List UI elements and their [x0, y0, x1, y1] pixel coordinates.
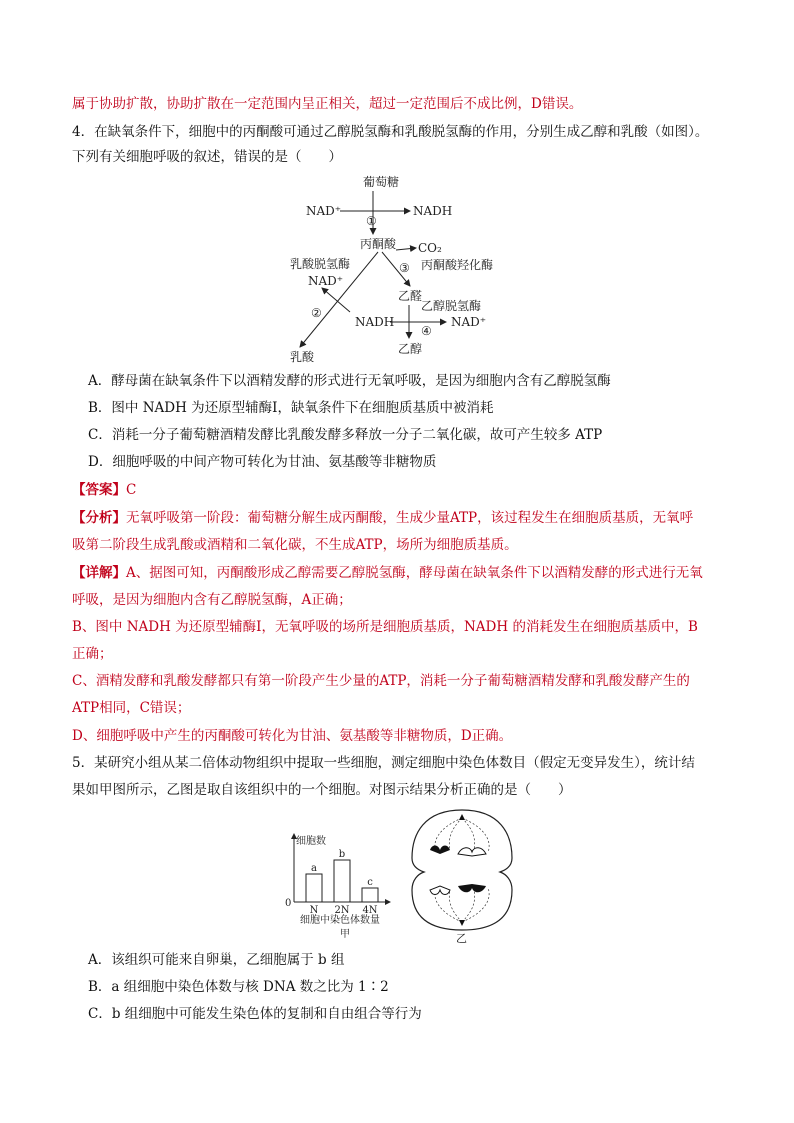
analysis-tag: 【分析】: [72, 510, 126, 526]
q4-stem-line2: 下列有关细胞呼吸的叙述，错误的是（ ）: [72, 149, 342, 165]
respiration-pathway-diagram: [280, 172, 520, 368]
upper-centriole: [459, 814, 465, 820]
q4-analysis-line2: 吸第二阶段生成乳酸或酒精和二氧化碳，不生成ATP，场所为细胞质基质。: [72, 537, 518, 553]
q4-detail-line7: D、细胞呼吸中产生的丙酮酸可转化为甘油、氨基酸等非糖物质，D正确。: [72, 728, 513, 744]
lower-centriole: [459, 920, 465, 926]
chart-x-label: 细胞中染色体数量: [300, 915, 380, 926]
chart-y-title: 细胞数: [296, 836, 326, 847]
q4-detail-line6: ATP相同，C错误；: [72, 700, 191, 716]
bar-label-c: c: [367, 877, 373, 888]
label-lactate: 乳酸: [290, 350, 315, 364]
x-tick-4N: 4N: [362, 905, 378, 916]
q4-option-d: D．细胞呼吸的中间产物可转化为甘油、氨基酸等非糖物质: [88, 454, 437, 470]
label-lactate-dh: 乳酸脱氢酶: [290, 257, 351, 271]
answer-tag: 【答案】: [72, 482, 126, 498]
answer-value: C: [126, 482, 137, 498]
q3-explanation-tail: 属于协助扩散，协助扩散在一定范围内呈正相关，超过一定范围后不成比例，D错误。: [72, 96, 583, 112]
cell-membrane: [412, 810, 512, 930]
q5-option-b: B．a 组细胞中染色体数与核 DNA 数之比为 1∶2: [88, 979, 389, 995]
lower-chromosomes: [430, 884, 486, 895]
bar-label-b: b: [338, 849, 346, 860]
q5-stem-line1: 5．某研究小组从某二倍体动物组织中提取一些细胞，测定细胞中染色体数目（假定无变异发生），统计结: [72, 755, 695, 771]
q4-detail-line4: 正确；: [72, 646, 113, 662]
q5-stem-line2: 果如甲图所示，乙图是取自该组织中的一个细胞。对图示结果分析正确的是（ ）: [72, 782, 572, 798]
q4-answer: [72, 480, 732, 500]
bar-N: [306, 874, 322, 902]
q4-option-b: B．图中 NADH 为还原型辅酶Ⅰ，缺氧条件下在细胞质基质中被消耗: [88, 400, 494, 416]
label-step2: ②: [311, 306, 322, 320]
label-pyruvate-hydroxylase: 丙酮酸羟化酶: [421, 258, 494, 272]
chart-caption: 甲: [340, 929, 350, 940]
chart-origin: 0: [285, 898, 292, 909]
chromosome-count-bar-chart: [282, 828, 394, 942]
analysis-text1: 无氧呼吸第一阶段：葡萄糖分解生成丙酮酸，生成少量ATP，该过程发生在细胞质基质，无氧呼: [126, 510, 694, 526]
x-tick-2N: 2N: [334, 905, 350, 916]
label-nad-plus-mid: NAD⁺: [308, 274, 344, 288]
label-glucose: 葡萄糖: [363, 175, 400, 189]
label-acetaldehyde: 乙醛: [398, 289, 423, 303]
label-nadh-lower: NADH: [355, 315, 395, 329]
label-step3: ③: [399, 261, 410, 275]
q4-detail-line5: C、酒精发酵和乳酸发酵都只有第一阶段产生少量的ATP，消耗一分子葡萄糖酒精发酵和乳酸发酵产生的: [72, 673, 690, 689]
label-nadh-right: NADH: [413, 204, 453, 218]
q5-option-a: A．该组织可能来自卵巢，乙细胞属于 b 组: [88, 952, 345, 968]
bar-4N: [362, 888, 378, 902]
q4-detail-line2: 呼吸，是因为细胞内含有乙醇脱氢酶，A正确；: [72, 592, 352, 608]
q4-stem-line1: 4．在缺氧条件下，细胞中的丙酮酸可通过乙醇脱氢酶和乳酸脱氢酶的作用，分别生成乙醇和乳酸（如图）。: [72, 124, 709, 140]
label-pyruvate: 丙酮酸: [360, 237, 397, 251]
label-ethanol: 乙醇: [398, 342, 423, 356]
bar-label-a: a: [311, 863, 317, 874]
label-step4: ④: [421, 324, 432, 338]
q5-option-c: C．b 组细胞中可能发生染色体的复制和自由组合等行为: [88, 1006, 422, 1022]
label-alcohol-dh: 乙醇脱氢酶: [421, 299, 482, 313]
q4-detail-line1: [72, 563, 732, 583]
q4-option-c: C．消耗一分子葡萄糖酒精发酵比乳酸发酵多释放一分子二氧化碳，故可产生较多 ATP: [88, 427, 603, 443]
x-tick-N: N: [309, 905, 319, 916]
upper-chromosomes: [430, 846, 486, 857]
q4-detail-line3: B、图中 NADH 为还原型辅酶Ⅰ，无氧呼吸的场所是细胞质基质，NADH 的消耗发生在细胞质基质中，B: [72, 619, 698, 635]
q4-option-a: A．酵母菌在缺氧条件下以酒精发酵的形式进行无氧呼吸，是因为细胞内含有乙醇脱氢酶: [88, 373, 611, 389]
q4-analysis-line1: [72, 508, 732, 528]
label-co2: CO₂: [418, 241, 442, 255]
cell-caption: 乙: [456, 932, 467, 944]
label-nad-plus-left: NAD⁺: [306, 204, 342, 218]
detail-tag: 【详解】: [72, 565, 126, 581]
detail-text1: A、据图可知，丙酮酸形成乙醇需要乙醇脱氢酶，酵母菌在缺氧条件下以酒精发酵的形式进行无氧: [126, 565, 703, 581]
dividing-cell-diagram: [408, 806, 516, 944]
label-nad-plus-right: NAD⁺: [451, 315, 487, 329]
bar-2N: [334, 860, 350, 902]
label-step1: ①: [366, 214, 377, 228]
